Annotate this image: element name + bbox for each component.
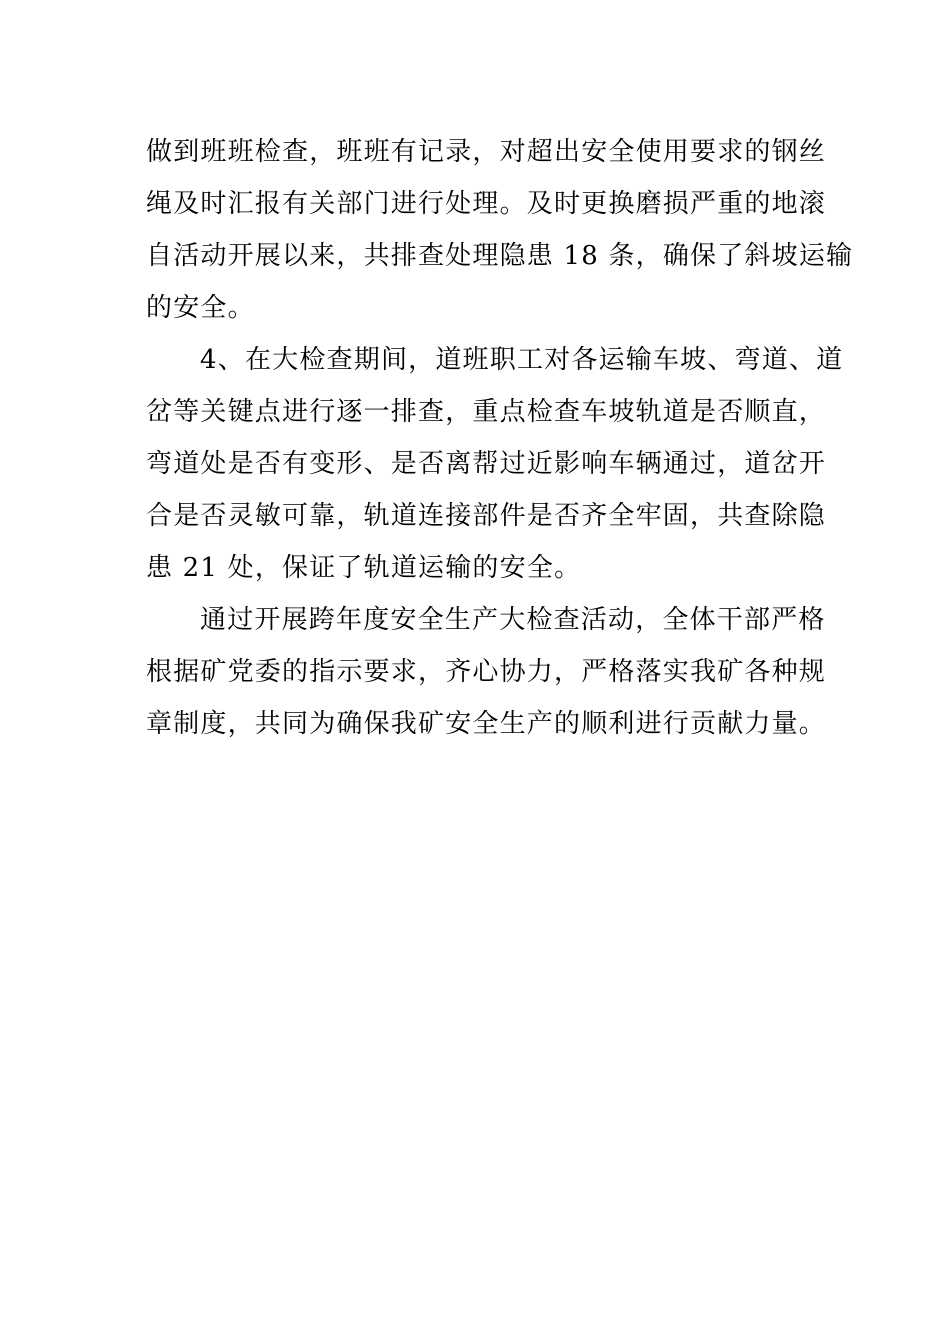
text-line: 做到班班检查，班班有记录，对超出安全使用要求的钢丝 — [146, 137, 827, 167]
paragraph-1 — [146, 126, 854, 334]
text-line: 弯道处是否有变形、是否离帮过近影响车辆通过，道岔开 — [146, 449, 827, 479]
text-line: 患 21 处，保证了轨道运输的安全。 — [146, 553, 582, 583]
paragraph-2 — [146, 334, 844, 594]
text-line: 通过开展跨年度安全生产大检查活动，全体干部严格 — [200, 605, 826, 635]
text-line: 的安全。 — [146, 293, 255, 323]
document-body — [146, 126, 854, 750]
text-line: 4、在大检查期间，道班职工对各运输车坡、弯道、道 — [200, 345, 844, 375]
text-line: 岔等关键点进行逐一排查，重点检查车坡轨道是否顺直， — [146, 397, 827, 427]
text-line: 绳及时汇报有关部门进行处理。及时更换磨损严重的地滚 — [146, 189, 827, 219]
text-line: 章制度，共同为确保我矿安全生产的顺利进行贡献力量。 — [146, 709, 827, 739]
text-line: 自活动开展以来，共排查处理隐患 18 条，确保了斜坡运输 — [146, 241, 854, 271]
text-line: 根据矿党委的指示要求，齐心协力，严格落实我矿各种规 — [146, 657, 827, 687]
text-line: 合是否灵敏可靠，轨道连接部件是否齐全牢固，共查除隐 — [146, 501, 827, 531]
paragraph-3 — [146, 594, 827, 750]
